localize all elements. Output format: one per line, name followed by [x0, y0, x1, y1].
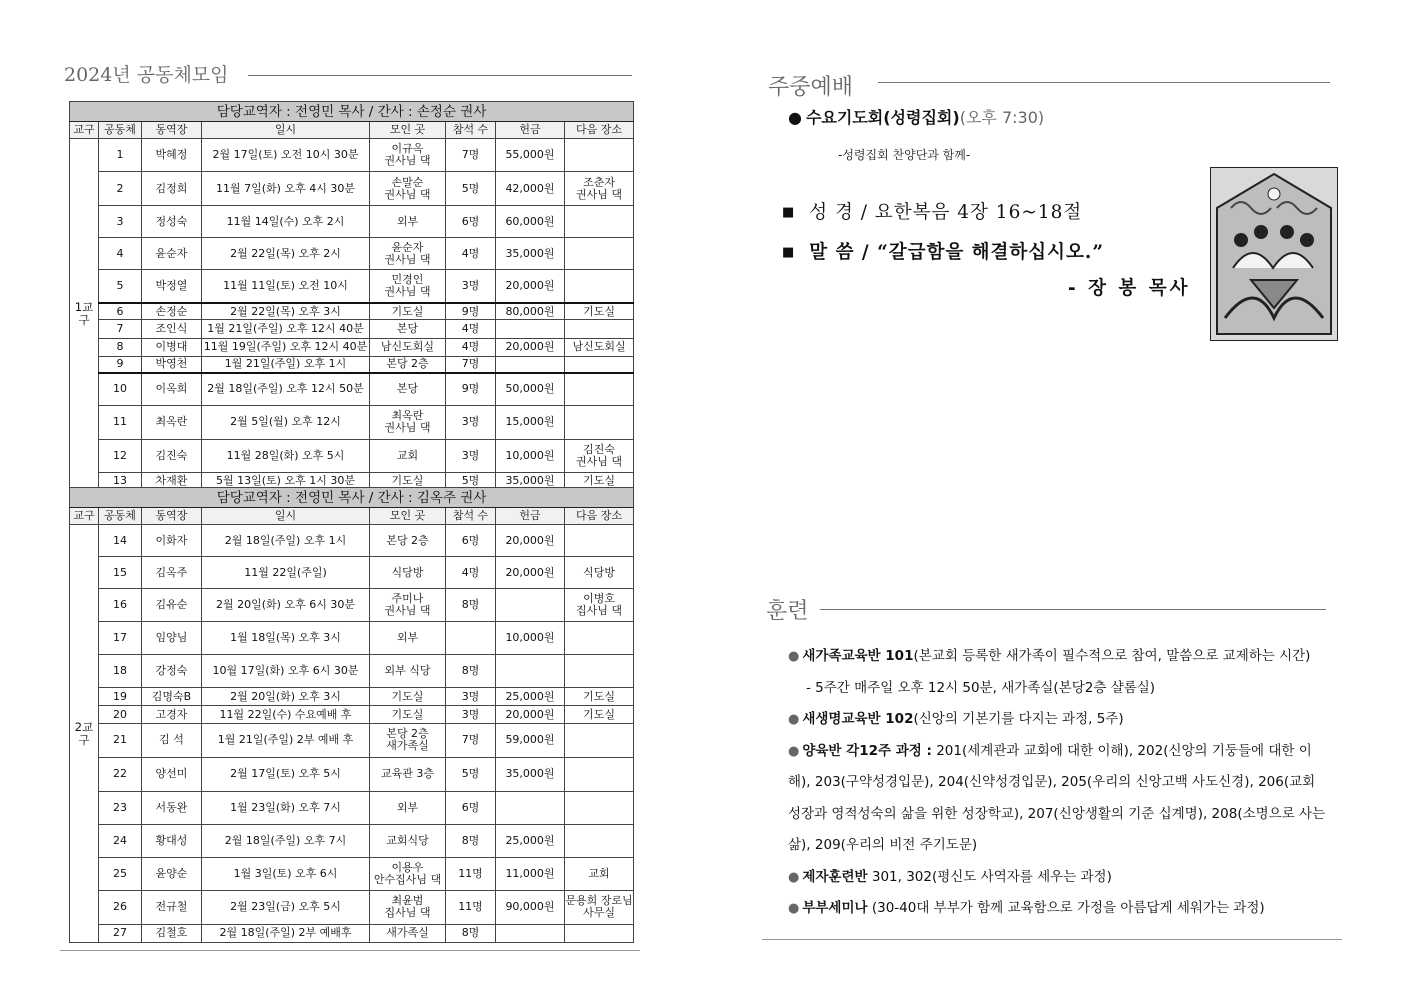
table-row [70, 688, 634, 706]
table-row [70, 320, 634, 338]
page-bottom-rule [60, 950, 640, 951]
offering-amount: 42,000원 [496, 172, 565, 206]
offering-amount: 59,000원 [496, 724, 565, 757]
column-header: 모인 곳 [370, 122, 446, 139]
attendance-count: 6명 [446, 525, 496, 557]
leader-name: 김철호 [142, 924, 202, 942]
column-header: 헌금 [496, 508, 565, 525]
next-place [565, 655, 634, 688]
training-name: 양육반 각12주 과정 : [802, 742, 932, 759]
meeting-date: 11월 7일(화) 오후 4시 30분 [202, 172, 370, 206]
leader-name: 최옥란 [142, 405, 202, 439]
next-place [565, 724, 634, 757]
meeting-date: 2월 17일(토) 오후 5시 [202, 757, 370, 791]
next-place [565, 924, 634, 942]
training-item [788, 862, 1328, 894]
meeting-date: 2월 22일(목) 오후 2시 [202, 238, 370, 270]
page-bottom-rule [762, 939, 1342, 940]
offering-amount: 20,000원 [496, 706, 565, 724]
offering-amount: 35,000원 [496, 238, 565, 270]
wednesday-service-label: 수요기도회(성령집회) [805, 108, 960, 127]
meeting-place: 기도실 [370, 706, 446, 724]
table-row [70, 706, 634, 724]
table-row [70, 338, 634, 356]
meeting-date: 2월 18일(주일) 오후 12시 50분 [202, 373, 370, 405]
leader-name: 김 석 [142, 724, 202, 757]
column-header: 모인 곳 [370, 508, 446, 525]
attendance-count: 7명 [446, 724, 496, 757]
offering-amount: 20,000원 [496, 270, 565, 303]
community-number: 10 [99, 373, 142, 405]
attendance-count: 4명 [446, 557, 496, 589]
table-row [70, 857, 634, 890]
leader-name: 강정숙 [142, 655, 202, 688]
community-number: 8 [99, 338, 142, 356]
worship-illustration [1210, 167, 1338, 341]
sermon-title [782, 238, 1104, 264]
offering-amount: 20,000원 [496, 338, 565, 356]
next-place: 문용희 장로님 사무실 [565, 890, 634, 924]
next-place [565, 622, 634, 655]
leader-name: 김정희 [142, 172, 202, 206]
offering-amount: 35,000원 [496, 757, 565, 791]
preacher-name: - 장 봉 목사 [1068, 278, 1191, 299]
community-number: 21 [99, 724, 142, 757]
attendance-count: 3명 [446, 706, 496, 724]
next-place: 조춘자 권사님 댁 [565, 172, 634, 206]
leader-name: 김유순 [142, 589, 202, 622]
community-number: 16 [99, 589, 142, 622]
table-row [70, 303, 634, 320]
meeting-place: 기도실 [370, 688, 446, 706]
next-place [565, 320, 634, 338]
meeting-place: 이규옥 권사님 댁 [370, 139, 446, 172]
training-desc: (본교회 등록한 새가족이 필수적으로 참여, 말씀으로 교제하는 시간) [913, 648, 1311, 664]
table-banner-row [70, 102, 634, 122]
meeting-place: 본당 2층 [370, 525, 446, 557]
table-banner-row [70, 488, 634, 508]
next-place [565, 206, 634, 238]
community-number: 5 [99, 270, 142, 303]
community-number: 4 [99, 238, 142, 270]
table-row [70, 724, 634, 757]
table-row [70, 206, 634, 238]
community-number: 6 [99, 303, 142, 320]
meeting-date: 1월 18일(목) 오후 3시 [202, 622, 370, 655]
training-desc: 201(세계관과 교회에 대한 이해), 202(신앙의 기둥들에 대한 이해), 203(구약성경입문), 204(신약성경입문), 205(우리의 신앙고백 사도신경), 206(교회성장과 영적성숙의 삶을 위한 성장학교), 207(신앙생활의 기준 십계명), 208(소명으로 사는 삶), 209(우리의 비전 주기도문) [788, 742, 1326, 853]
community-number: 13 [99, 472, 142, 489]
leader-name: 이병대 [142, 338, 202, 356]
offering-amount: 15,000원 [496, 405, 565, 439]
meeting-place: 외부 식당 [370, 655, 446, 688]
meeting-place: 기도실 [370, 472, 446, 489]
meeting-date: 11월 22일(수) 수요예배 후 [202, 706, 370, 724]
offering-amount: 11,000원 [496, 857, 565, 890]
meeting-place: 민경인 권사님 댁 [370, 270, 446, 303]
table-row [70, 824, 634, 857]
attendance-count: 3명 [446, 688, 496, 706]
meeting-place: 외부 [370, 206, 446, 238]
next-place [565, 791, 634, 824]
attendance-count: 3명 [446, 439, 496, 472]
meeting-place: 윤순자 권사님 댁 [370, 238, 446, 270]
community-number: 22 [99, 757, 142, 791]
community-number: 14 [99, 525, 142, 557]
next-place [565, 824, 634, 857]
meeting-date: 2월 23일(금) 오후 5시 [202, 890, 370, 924]
offering-amount [496, 924, 565, 942]
community-number: 17 [99, 622, 142, 655]
table-header-row [70, 508, 634, 525]
attendance-count: 6명 [446, 206, 496, 238]
offering-amount [496, 655, 565, 688]
column-header: 참석 수 [446, 122, 496, 139]
attendance-count: 4명 [446, 338, 496, 356]
offering-amount: 35,000원 [496, 472, 565, 489]
attendance-count: 3명 [446, 405, 496, 439]
meeting-place: 본당 2층 새가족실 [370, 724, 446, 757]
column-header: 교구 [70, 122, 99, 139]
column-header: 공동체 [99, 122, 142, 139]
table-row [70, 791, 634, 824]
community-number: 7 [99, 320, 142, 338]
meeting-date: 2월 18일(주일) 오후 1시 [202, 525, 370, 557]
attendance-count: 11명 [446, 857, 496, 890]
meeting-date: 2월 17일(토) 오전 10시 30분 [202, 139, 370, 172]
training-name: 제자훈련반 [802, 868, 868, 885]
table-row [70, 655, 634, 688]
roster-table-district-1 [69, 101, 634, 490]
training-subline: - 5주간 매주일 오후 12시 50분, 새가족실(본당2층 샬롬실) [806, 679, 1156, 696]
leader-name: 김옥주 [142, 557, 202, 589]
community-number: 2 [99, 172, 142, 206]
offering-amount: 90,000원 [496, 890, 565, 924]
attendance-count: 7명 [446, 356, 496, 373]
wednesday-service-time: (오후 7:30) [959, 108, 1045, 127]
leader-name: 차재환 [142, 472, 202, 489]
next-place [565, 525, 634, 557]
table-row [70, 557, 634, 589]
meeting-place: 기도실 [370, 303, 446, 320]
meeting-date: 11월 19일(주일) 오후 12시 40분 [202, 338, 370, 356]
meeting-place: 교회 [370, 439, 446, 472]
community-number: 11 [99, 405, 142, 439]
table-row [70, 924, 634, 942]
leader-name: 황대성 [142, 824, 202, 857]
attendance-count: 5명 [446, 172, 496, 206]
leader-name: 양선미 [142, 757, 202, 791]
meeting-place: 최윤범 집사님 댁 [370, 890, 446, 924]
meeting-date: 5월 13일(토) 오후 1시 30분 [202, 472, 370, 489]
worship-title-rule [878, 82, 1330, 83]
leader-name: 김명숙B [142, 688, 202, 706]
table-row [70, 356, 634, 373]
offering-amount [496, 356, 565, 373]
next-place: 김진숙 권사님 댁 [565, 439, 634, 472]
community-number: 12 [99, 439, 142, 472]
attendance-count [446, 622, 496, 655]
training-desc: (신앙의 기본기를 다지는 과정, 5주) [913, 711, 1124, 727]
next-place [565, 270, 634, 303]
meeting-place: 손말순 권사님 댁 [370, 172, 446, 206]
leader-name: 고경자 [142, 706, 202, 724]
next-place [565, 757, 634, 791]
column-header: 일시 [202, 508, 370, 525]
offering-amount: 50,000원 [496, 373, 565, 405]
table-row [70, 890, 634, 924]
meeting-date: 11월 11일(토) 오전 10시 [202, 270, 370, 303]
community-number: 27 [99, 924, 142, 942]
meeting-place: 교회식당 [370, 824, 446, 857]
leader-name: 전규철 [142, 890, 202, 924]
training-item [788, 893, 1328, 925]
offering-amount: 25,000원 [496, 824, 565, 857]
next-place: 기도실 [565, 472, 634, 489]
column-header: 공동체 [99, 508, 142, 525]
district-label: 1교구 [70, 139, 99, 490]
attendance-count: 3명 [446, 270, 496, 303]
leader-name: 윤순자 [142, 238, 202, 270]
offering-amount: 80,000원 [496, 303, 565, 320]
offering-amount [496, 320, 565, 338]
bullet-icon: ● [788, 712, 800, 727]
next-place: 남신도회실 [565, 338, 634, 356]
training-item [788, 641, 1328, 673]
table-row [70, 270, 634, 303]
roster-table-district-2 [69, 487, 634, 943]
next-place: 기도실 [565, 706, 634, 724]
column-header: 헌금 [496, 122, 565, 139]
table-banner: 담당교역자 : 전영민 목사 / 간사 : 손정순 권사 [70, 102, 634, 122]
table-row [70, 622, 634, 655]
leader-name: 손정순 [142, 303, 202, 320]
table-row [70, 139, 634, 172]
meeting-date: 1월 23일(화) 오후 7시 [202, 791, 370, 824]
next-place [565, 139, 634, 172]
meeting-date: 1월 21일(주일) 오후 1시 [202, 356, 370, 373]
community-number: 24 [99, 824, 142, 857]
attendance-count: 8명 [446, 589, 496, 622]
community-number: 26 [99, 890, 142, 924]
community-number: 20 [99, 706, 142, 724]
table-row [70, 405, 634, 439]
wednesday-service [788, 105, 1044, 128]
training-section-title: 훈련 [766, 599, 809, 624]
attendance-count: 11명 [446, 890, 496, 924]
bullet-icon: ● [788, 743, 800, 759]
meeting-place: 외부 [370, 622, 446, 655]
offering-amount: 55,000원 [496, 139, 565, 172]
offering-amount: 20,000원 [496, 557, 565, 589]
offering-amount [496, 791, 565, 824]
column-header: 동역장 [142, 122, 202, 139]
meeting-date: 2월 20일(화) 오후 3시 [202, 688, 370, 706]
meeting-date: 1월 21일(주일) 오후 12시 40분 [202, 320, 370, 338]
meeting-date: 1월 3일(토) 오후 6시 [202, 857, 370, 890]
next-place [565, 405, 634, 439]
offering-amount: 20,000원 [496, 525, 565, 557]
meeting-place: 본당 [370, 373, 446, 405]
community-number: 18 [99, 655, 142, 688]
column-header: 다음 장소 [565, 122, 634, 139]
bullet-icon: ● [788, 869, 800, 885]
meeting-place: 새가족실 [370, 924, 446, 942]
leader-name: 서동완 [142, 791, 202, 824]
next-place [565, 238, 634, 270]
meeting-place: 본당 2층 [370, 356, 446, 373]
attendance-count: 8명 [446, 824, 496, 857]
meeting-date: 2월 22일(목) 오후 3시 [202, 303, 370, 320]
meeting-date: 2월 18일(주일) 2부 예배후 [202, 924, 370, 942]
next-place: 교회 [565, 857, 634, 890]
leader-name: 박영천 [142, 356, 202, 373]
leader-name: 김진숙 [142, 439, 202, 472]
meeting-date: 1월 21일(주일) 2부 예배 후 [202, 724, 370, 757]
attendance-count: 5명 [446, 472, 496, 489]
attendance-count: 9명 [446, 303, 496, 320]
leader-name: 이옥희 [142, 373, 202, 405]
offering-amount: 25,000원 [496, 688, 565, 706]
attendance-count: 7명 [446, 139, 496, 172]
leader-name: 박정열 [142, 270, 202, 303]
training-name: 부부세미나 [802, 900, 868, 916]
square-bullet-icon: ■ [782, 245, 796, 260]
table-row [70, 589, 634, 622]
offering-amount: 60,000원 [496, 206, 565, 238]
next-place: 식당방 [565, 557, 634, 589]
district-label: 2교구 [70, 525, 99, 943]
attendance-count: 6명 [446, 791, 496, 824]
meeting-date: 11월 22일(주일) [202, 557, 370, 589]
worship-section-title: 주중예배 [768, 75, 854, 100]
meeting-place: 주미나 권사님 댁 [370, 589, 446, 622]
meeting-place: 외부 [370, 791, 446, 824]
training-list [788, 641, 1328, 925]
training-name: 새가족교육반 101 [802, 648, 914, 664]
training-item [788, 704, 1328, 736]
meeting-place: 남신도회실 [370, 338, 446, 356]
attendance-count: 8명 [446, 924, 496, 942]
bullet-icon: ● [788, 649, 800, 664]
leader-name: 이화자 [142, 525, 202, 557]
bullet-icon: ● [788, 108, 802, 127]
community-number: 3 [99, 206, 142, 238]
table-header-row [70, 122, 634, 139]
column-header: 교구 [70, 508, 99, 525]
meeting-date: 11월 14일(수) 오후 2시 [202, 206, 370, 238]
meeting-date: 10월 17일(화) 오후 6시 30분 [202, 655, 370, 688]
column-header: 다음 장소 [565, 508, 634, 525]
bullet-icon: ● [788, 901, 800, 916]
bible-reading [782, 198, 1082, 224]
community-number: 19 [99, 688, 142, 706]
table-row [70, 373, 634, 405]
page-title: 2024년 공동체모임 [64, 64, 229, 86]
sermon-title-text: 말 씀 / “갈급함을 해결하십시오.” [809, 242, 1104, 263]
bible-reading-text: 성 경 / 요한복음 4장 16~18절 [809, 202, 1083, 223]
leader-name: 박혜정 [142, 139, 202, 172]
column-header: 동역장 [142, 508, 202, 525]
training-name: 새생명교육반 102 [802, 711, 914, 727]
attendance-count: 4명 [446, 238, 496, 270]
meeting-date: 2월 5일(월) 오후 12시 [202, 405, 370, 439]
next-place: 이병호 집사님 댁 [565, 589, 634, 622]
leader-name: 윤양순 [142, 857, 202, 890]
next-place [565, 373, 634, 405]
meeting-date: 11월 28일(화) 오후 5시 [202, 439, 370, 472]
attendance-count: 4명 [446, 320, 496, 338]
next-place: 기도실 [565, 303, 634, 320]
community-number: 15 [99, 557, 142, 589]
column-header: 일시 [202, 122, 370, 139]
table-row [70, 172, 634, 206]
meeting-place: 교육관 3층 [370, 757, 446, 791]
meeting-date: 2월 20일(화) 오후 6시 30분 [202, 589, 370, 622]
attendance-count: 5명 [446, 757, 496, 791]
next-place [565, 356, 634, 373]
leader-name: 조인식 [142, 320, 202, 338]
leader-name: 정성숙 [142, 206, 202, 238]
attendance-count: 8명 [446, 655, 496, 688]
column-header: 참석 수 [446, 508, 496, 525]
table-row [70, 238, 634, 270]
meeting-place: 최옥란 권사님 댁 [370, 405, 446, 439]
leader-name: 임양님 [142, 622, 202, 655]
training-desc: 301, 302(평신도 사역자를 세우는 과정) [867, 868, 1112, 885]
title-rule [248, 75, 632, 76]
offering-amount: 10,000원 [496, 622, 565, 655]
training-title-rule [820, 609, 1326, 610]
meeting-date: 2월 18일(주일) 오후 7시 [202, 824, 370, 857]
community-number: 23 [99, 791, 142, 824]
community-number: 1 [99, 139, 142, 172]
table-row [70, 757, 634, 791]
wednesday-service-note: -성령집회 찬양단과 함께- [838, 148, 971, 162]
table-row [70, 525, 634, 557]
table-row [70, 439, 634, 472]
table-banner: 담당교역자 : 전영민 목사 / 간사 : 김옥주 권사 [70, 488, 634, 508]
meeting-place: 본당 [370, 320, 446, 338]
training-item [788, 736, 1328, 862]
square-bullet-icon: ■ [782, 205, 796, 220]
training-desc: (30-40대 부부가 함께 교육함으로 가정을 아름답게 세워가는 과정) [867, 900, 1265, 916]
community-number: 25 [99, 857, 142, 890]
offering-amount: 10,000원 [496, 439, 565, 472]
community-number: 9 [99, 356, 142, 373]
offering-amount [496, 589, 565, 622]
attendance-count: 9명 [446, 373, 496, 405]
meeting-place: 이용우 안수집사님 댁 [370, 857, 446, 890]
meeting-place: 식당방 [370, 557, 446, 589]
next-place: 기도실 [565, 688, 634, 706]
